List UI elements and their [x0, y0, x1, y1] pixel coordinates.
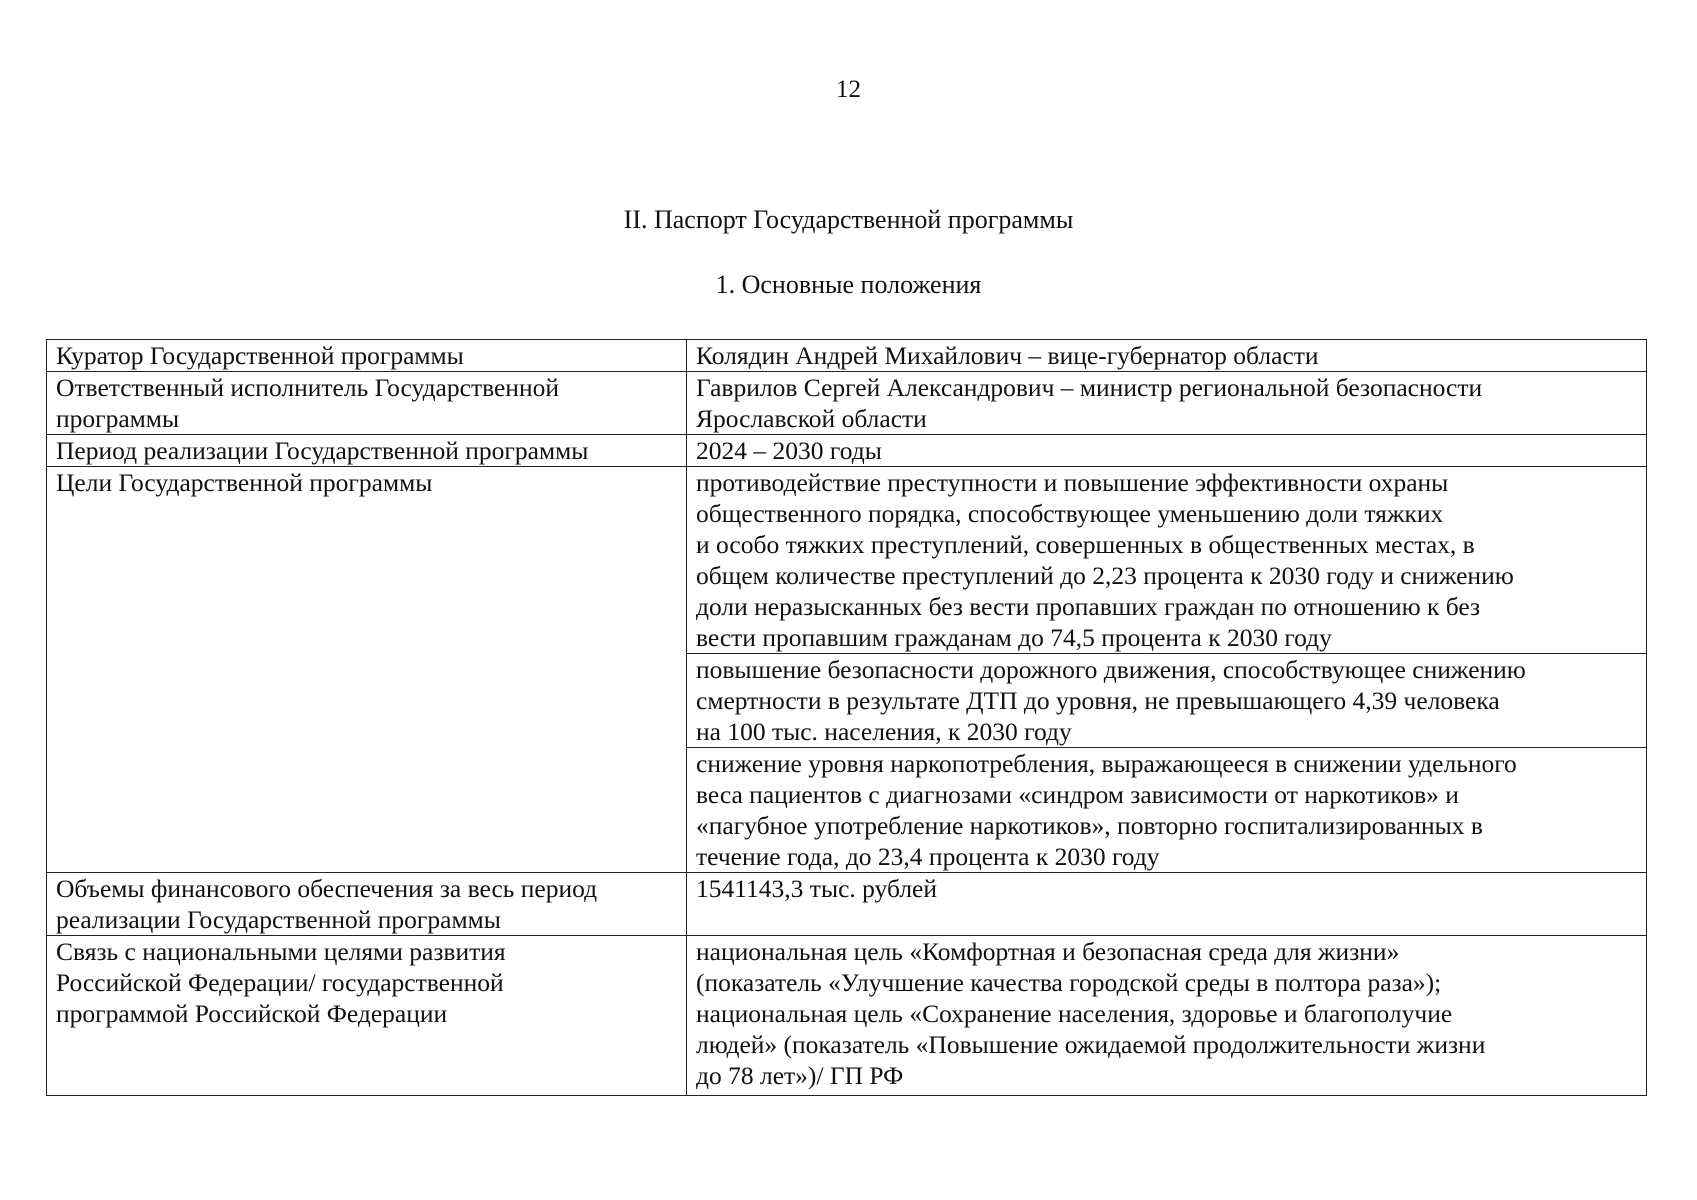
goal-line: веса пациентов с диагнозами «синдром зависимости от наркотиков» и — [696, 780, 1459, 809]
national-goals-label-line: Связь с национальными целями развития — [56, 937, 506, 966]
subsection-title: 1. Основные положения — [715, 270, 982, 299]
national-goals-label-line: Российской Федерации/ государственной — [56, 968, 504, 997]
table-row-funding — [47, 873, 1647, 936]
funding-label — [47, 873, 687, 936]
page-number: 12 — [836, 76, 861, 103]
curator-label: Куратор Государственной программы — [47, 340, 687, 372]
national-goals-value-line: национальная цель «Сохранение населения, здоровье и благополучие — [696, 999, 1453, 1028]
executor-label-line: программы — [56, 404, 180, 433]
national-goals-value-line: (показатель «Улучшение качества городской среды в полтора раза»); — [696, 968, 1442, 997]
funding-value: 1541143,3 тыс. рублей — [687, 873, 1647, 936]
national-goals-value — [687, 936, 1647, 1096]
goal-item — [687, 654, 1647, 748]
goal-line: общественного порядка, способствующее уменьшению доли тяжких — [696, 499, 1444, 528]
table-row-curator — [47, 340, 1647, 372]
period-label: Период реализации Государственной программы — [47, 435, 687, 467]
goal-line: течение года, до 23,4 процента к 2030 году — [696, 842, 1160, 871]
executor-label — [47, 372, 687, 435]
program-passport-table — [46, 339, 1647, 1096]
curator-value: Колядин Андрей Михайлович – вице-губернатор области — [687, 340, 1647, 372]
executor-value — [687, 372, 1647, 435]
goal-line: снижение уровня наркопотребления, выражающееся в снижении удельного — [696, 749, 1517, 778]
table-row-executor — [47, 372, 1647, 435]
goal-line: смертности в результате ДТП до уровня, не превышающего 4,39 человека — [696, 686, 1500, 715]
goal-line: «пагубное употребление наркотиков», повторно госпитализированных в — [696, 811, 1483, 840]
goal-line: общем количестве преступлений до 2,23 процента к 2030 году и снижению — [696, 561, 1514, 590]
goal-item — [687, 748, 1647, 873]
national-goals-value-line: до 78 лет»)/ ГП РФ — [696, 1061, 904, 1090]
national-goals-label — [47, 936, 687, 1096]
section-title: II. Паспорт Государственной программы — [623, 205, 1074, 234]
executor-label-line: Ответственный исполнитель Государственной — [56, 373, 559, 402]
goal-line: повышение безопасности дорожного движения, способствующее снижению — [696, 655, 1526, 684]
funding-label-line: Объемы финансового обеспечения за весь период — [56, 874, 598, 903]
executor-value-line: Ярославской области — [696, 404, 927, 433]
goal-item — [687, 467, 1647, 654]
table-row-national-goals — [47, 936, 1647, 1096]
goal-line: вести пропавшим гражданам до 74,5 процента к 2030 году — [696, 623, 1332, 652]
executor-value-line: Гаврилов Сергей Александрович – министр региональной безопасности — [696, 373, 1483, 402]
table-row-period — [47, 435, 1647, 467]
goals-label: Цели Государственной программы — [47, 467, 687, 873]
goal-line: на 100 тыс. населения, к 2030 году — [696, 717, 1072, 746]
funding-label-line: реализации Государственной программы — [56, 905, 501, 934]
goal-line: и особо тяжких преступлений, совершенных в общественных местах, в — [696, 530, 1475, 559]
national-goals-value-line: национальная цель «Комфортная и безопасная среда для жизни» — [696, 937, 1400, 966]
goal-line: противодействие преступности и повышение эффективности охраны — [696, 468, 1449, 497]
goal-line: доли неразысканных без вести пропавших граждан по отношению к без — [696, 592, 1481, 621]
table-row-goals — [47, 467, 1647, 654]
national-goals-value-line: людей» (показатель «Повышение ожидаемой продолжительности жизни — [696, 1030, 1486, 1059]
national-goals-label-line: программой Российской Федерации — [56, 999, 448, 1028]
period-value: 2024 – 2030 годы — [687, 435, 1647, 467]
